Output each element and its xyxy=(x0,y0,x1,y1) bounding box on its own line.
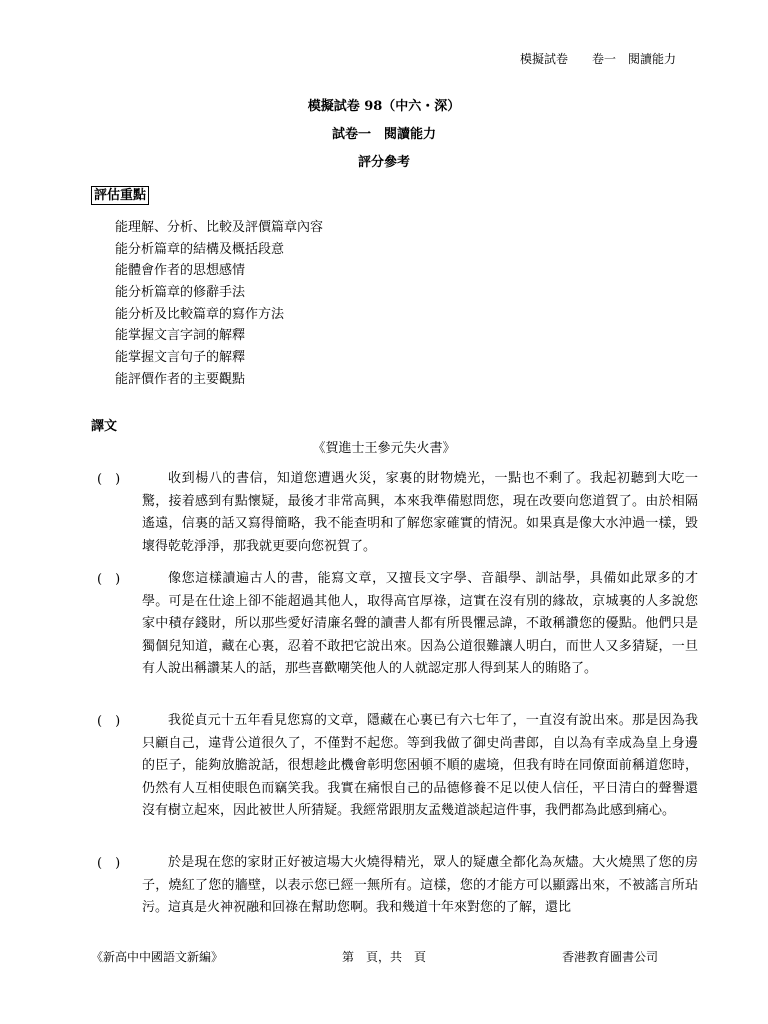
paragraph-text: 收到楊八的書信，知道您遭遇火災，家裏的財物燒光，一點也不剩了。我起初聽到大吃一驚，接着感到有點懷疑，最後才非常高興，本來我準備慰問您，現在改要向您道賀了。由於相隔遙遠，信裏的話又寫得簡略，我不能查明和了解您家確實的情況。如果真是像大水沖過一樣，毀壞得乾乾淨淨，那我就更要向您祝賀了。 xyxy=(142,471,698,554)
focus-item: 能掌握文言字詞的解釋 xyxy=(115,328,246,344)
footer-book-title: 《新高中中國語文新編》 xyxy=(91,950,224,964)
title-block xyxy=(0,97,768,181)
answer-blank[interactable]: ( ) xyxy=(97,472,121,487)
assessment-focus-list xyxy=(115,217,323,391)
translation-title: 《賀進士王參元失火書》 xyxy=(312,441,456,456)
focus-item: 能體會作者的思想感情 xyxy=(115,263,246,279)
paper-title: 模擬試卷 98（中六・深） xyxy=(307,99,461,114)
paragraph-text: 像您這樣讀遍古人的書，能寫文章，又擅長文字學、音韻學、訓詁學，具備如此眾多的才學。可是在仕途上卻不能超過其他人，取得高官厚祿，這實在沒有別的緣故，京城裏的人多說您家中積存錢財，所以那些愛好清廉名聲的讀書人都有所畏懼忌諱，不敢稱讚您的優點。他們只是獨個兒知道，藏在心裏，忍着不敢把它說出來。因為公道很難讓人明白，而世人又多猜疑，一旦有人說出稱讚某人的話，那些喜歡嘲笑他人的人就認定那人得到某人的賄賂了。 xyxy=(142,571,698,677)
focus-item: 能掌握文言句子的解釋 xyxy=(115,350,246,366)
assessment-focus-heading: 評估重點 xyxy=(91,186,149,205)
marking-reference-title: 評分參考 xyxy=(357,155,410,170)
answer-blank[interactable]: ( ) xyxy=(97,714,121,729)
focus-item: 能評價作者的主要觀點 xyxy=(115,371,246,387)
answer-blank[interactable]: ( ) xyxy=(97,572,121,587)
paper-subtitle: 試卷一 閱讀能力 xyxy=(331,127,436,142)
focus-item: 能理解、分析、比較及評價篇章內容 xyxy=(115,220,324,235)
focus-item: 能分析及比較篇章的寫作方法 xyxy=(115,306,285,322)
footer-page-number: 第 頁，共 頁 xyxy=(342,950,427,964)
focus-item: 能分析篇章的修辭手法 xyxy=(115,285,246,301)
answer-blank[interactable]: ( ) xyxy=(97,856,121,871)
paragraph-text: 於是現在您的家財正好被這場大火燒得精光，眾人的疑慮全都化為灰燼。大火燒黑了您的房子，燒紅了您的牆壁，以表示您已經一無所有。這樣，您的才能方可以顯露出來，不被謠言所玷污。這真是火神祝融和回祿在幫助您啊。我和幾道十年來對您的了解，還比 xyxy=(142,855,698,916)
focus-item: 能分析篇章的結構及概括段意 xyxy=(115,241,285,257)
paragraph-text: 我從貞元十五年看見您寫的文章，隱藏在心裏已有六七年了，一直沒有說出來。那是因為我只顧自己，違背公道很久了，不僅對不起您。等到我做了御史尚書郎，自以為有幸成為皇上身邊的臣子，能夠放膽說話，很想趁此機會彰明您困頓不順的處境，但我有時在同僚面前稱道您時，仍然有人互相使眼色而竊笑我。我實在痛恨自己的品德修養不足以使人信任，平日清白的聲譽還沒有樹立起來，因此被世人所猜疑。我經常跟朋友孟幾道談起這件事，我們都為此感到痛心。 xyxy=(142,713,698,819)
page-header: 模擬試卷 卷一 閱讀能力 xyxy=(519,52,676,66)
translation-heading: 譯文 xyxy=(91,419,118,434)
footer-publisher: 香港教育圖書公司 xyxy=(562,950,659,964)
